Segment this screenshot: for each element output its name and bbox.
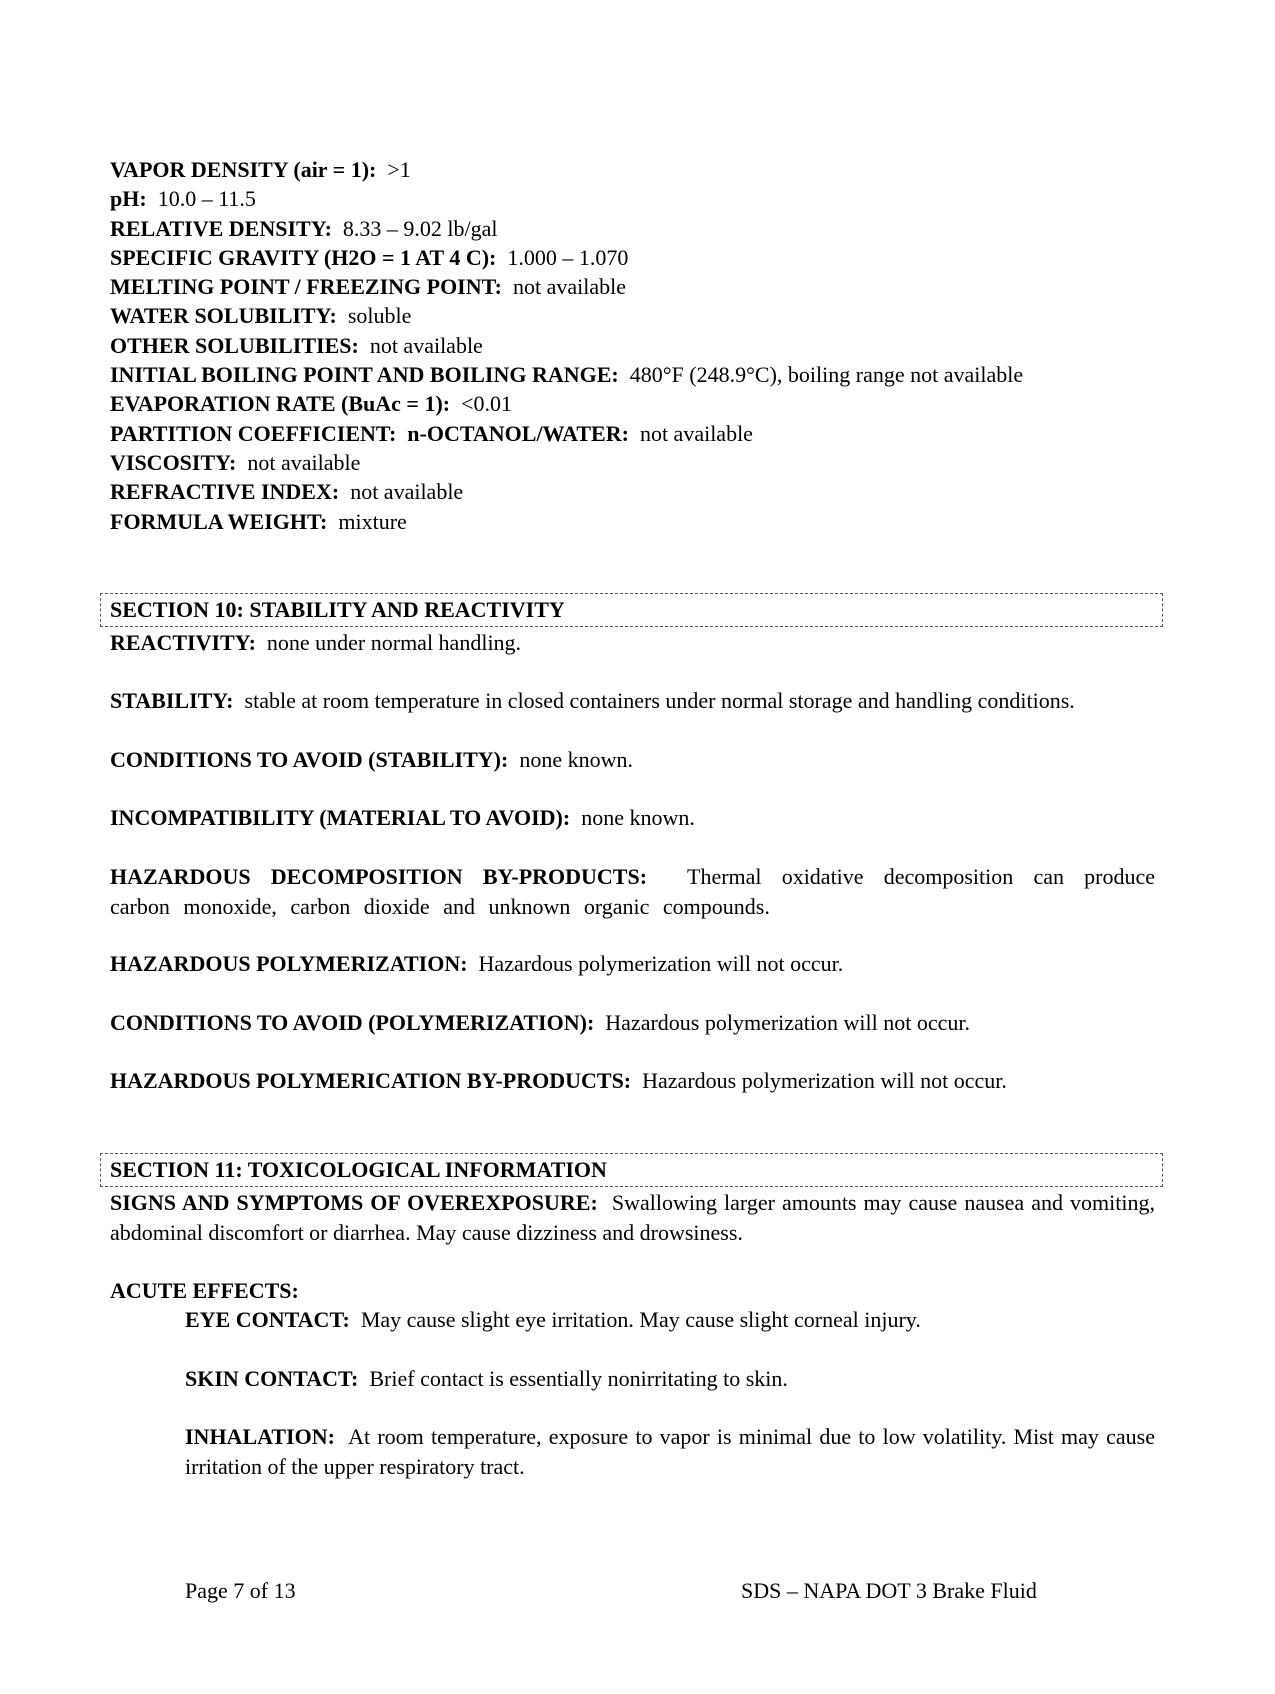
property-value: >1 — [387, 157, 411, 182]
property-label: REFRACTIVE INDEX: — [110, 479, 340, 505]
stability-value: stable at room temperature in closed containers under normal storage and handling conditions. — [244, 688, 1075, 713]
document-title: SDS – NAPA DOT 3 Brake Fluid — [741, 1578, 1037, 1603]
eye-contact-label: EYE CONTACT: — [185, 1307, 350, 1332]
eye-contact-value: May cause slight eye irritation. May cause slight corneal injury. — [360, 1307, 921, 1332]
property-value: 8.33 – 9.02 lb/gal — [342, 215, 498, 241]
skin-contact-value: Brief contact is essentially nonirritating to skin. — [369, 1366, 788, 1391]
reactivity-line — [110, 628, 1155, 658]
stability-paragraph — [110, 686, 1155, 716]
conditions-stability-label: CONDITIONS TO AVOID (STABILITY): — [110, 747, 509, 772]
property-value: soluble — [347, 303, 412, 329]
property-label: OTHER SOLUBILITIES: — [110, 332, 359, 358]
property-refractive-index — [110, 477, 1160, 506]
property-value: not available — [350, 479, 464, 505]
property-label-secondary: n-OCTANOL/WATER: — [407, 420, 629, 446]
polymerication-byproducts-line — [110, 1066, 1155, 1096]
property-viscosity — [110, 448, 1160, 477]
property-value: not available — [513, 274, 627, 300]
property-formula-weight — [110, 507, 1160, 536]
property-label: PARTITION COEFFICIENT: — [110, 420, 397, 446]
conditions-stability-value: none known. — [519, 747, 633, 772]
polymerization-label: HAZARDOUS POLYMERIZATION: — [110, 951, 468, 976]
property-value: 1.000 – 1.070 — [507, 244, 629, 270]
decomposition-value: Thermal oxidative decomposition can produce carbon monoxide, carbon dioxide and unknown organic compounds. — [110, 864, 1156, 919]
inhalation-value: At room temperature, exposure to vapor is minimal due to low volatility. Mist may cause irritation of the upper respiratory tract. — [185, 1424, 1155, 1479]
property-value: mixture — [338, 508, 407, 534]
acute-effects-label: ACUTE EFFECTS: — [110, 1278, 299, 1303]
polymerication-byproducts-value: Hazardous polymerization will not occur. — [642, 1068, 1007, 1093]
conditions-stability-line — [110, 745, 1155, 775]
decomposition-label: HAZARDOUS DECOMPOSITION BY-PRODUCTS: — [110, 864, 648, 889]
inhalation-paragraph — [185, 1422, 1155, 1481]
conditions-polymerization-label: CONDITIONS TO AVOID (POLYMERIZATION): — [110, 1010, 595, 1035]
property-value: 480°F (248.9°C), boiling range not available — [629, 362, 1024, 388]
property-melting-point — [110, 272, 1160, 301]
property-value: <0.01 — [461, 391, 513, 417]
physical-properties-list — [110, 155, 1160, 536]
property-evaporation-rate — [110, 389, 1160, 418]
property-label: FORMULA WEIGHT: — [110, 508, 328, 534]
reactivity-value: none under normal handling. — [266, 630, 522, 655]
inhalation-label: INHALATION: — [185, 1424, 335, 1449]
section-10-heading: SECTION 10: STABILITY AND REACTIVITY — [100, 593, 1163, 627]
reactivity-label: REACTIVITY: — [110, 630, 256, 655]
signs-value: Swallowing larger amounts may cause nausea and vomiting, abdominal discomfort or diarrhea. May cause dizziness and drowsiness. — [110, 1190, 1155, 1245]
property-value: 10.0 – 11.5 — [157, 186, 256, 212]
property-partition-coefficient — [110, 419, 1160, 448]
polymerization-value: Hazardous polymerization will not occur. — [478, 951, 844, 976]
property-other-solubilities — [110, 331, 1160, 360]
property-label: MELTING POINT / FREEZING POINT: — [110, 274, 502, 300]
page-number: Page 7 of 13 — [185, 1578, 296, 1603]
property-label: pH: — [110, 186, 147, 212]
property-label: EVAPORATION RATE (BuAc = 1): — [110, 391, 451, 417]
property-value: not available — [639, 420, 753, 446]
decomposition-paragraph — [110, 862, 1155, 921]
property-label: INITIAL BOILING POINT AND BOILING RANGE: — [110, 362, 619, 388]
property-label: VAPOR DENSITY (air = 1): — [110, 157, 377, 182]
property-label: SPECIFIC GRAVITY (H2O = 1 AT 4 C): — [110, 244, 497, 270]
property-relative-density — [110, 214, 1160, 243]
incompatibility-label: INCOMPATIBILITY (MATERIAL TO AVOID): — [110, 805, 571, 830]
property-label: VISCOSITY: — [110, 449, 237, 475]
conditions-polymerization-value: Hazardous polymerization will not occur. — [605, 1010, 971, 1035]
conditions-polymerization-line — [110, 1008, 1155, 1038]
property-specific-gravity — [110, 243, 1160, 272]
skin-contact-label: SKIN CONTACT: — [185, 1366, 359, 1391]
property-value: not available — [247, 449, 361, 475]
polymerization-line — [110, 949, 1155, 979]
skin-contact-line — [185, 1364, 1155, 1394]
section-11-heading: SECTION 11: TOXICOLOGICAL INFORMATION — [100, 1153, 1163, 1187]
property-boiling-point — [110, 360, 1160, 389]
acute-effects-heading — [110, 1276, 1155, 1306]
property-value: not available — [369, 332, 483, 358]
eye-contact-line — [185, 1305, 1155, 1335]
property-label: WATER SOLUBILITY: — [110, 303, 337, 329]
signs-label: SIGNS AND SYMPTOMS OF OVEREXPOSURE: — [110, 1190, 598, 1215]
property-label: RELATIVE DENSITY: — [110, 215, 332, 241]
incompatibility-value: none known. — [581, 805, 695, 830]
property-ph — [110, 184, 1160, 213]
signs-paragraph — [110, 1188, 1155, 1247]
incompatibility-line — [110, 803, 1155, 833]
stability-label: STABILITY: — [110, 688, 234, 713]
polymerication-byproducts-label: HAZARDOUS POLYMERICATION BY-PRODUCTS: — [110, 1068, 632, 1093]
property-vapor-density — [110, 155, 1160, 184]
property-water-solubility — [110, 301, 1160, 330]
